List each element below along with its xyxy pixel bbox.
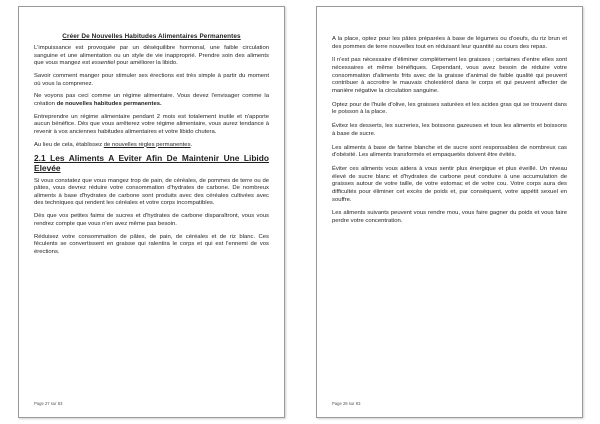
page-right-content — [332, 36, 567, 232]
paragraph: Les aliments suivants peuvent vous rendre mou, vous faire gagner du poids et vous faire perdre votre concentration. — [332, 210, 567, 225]
paragraph: Optez pour de l'huile d'olive, les graisses saturées et les acides gras qui se trouvent dans le poisson à la place. — [332, 101, 567, 116]
paragraph: Entreprendre un régime alimentaire pendant 2 mois est totalement inutile et n'apporte aucun bénéfice. Dès que vous arrêterez votre régime alimentaire, vous aurez tendance à revenir à vos anciennes habitudes alimentaires et votre libido chutera. — [34, 113, 269, 135]
paragraph: Dès que vos petites faims de sucres et d'hydrates de carbone disparaîtront, vous vous rendrez compte que vous n'en avez même pas besoin. — [34, 213, 269, 227]
paragraph: Au lieu de cela, établissez de nouvelles règles permanentes. — [34, 141, 193, 148]
paragraph: Si vous constatez que vous mangez trop de pain, de céréales, de pommes de terre ou de pâtes, vous devrez réduire votre consommation d'hydrates de carbone. De nombreux aliments à base d'hydrates de carbone sont produits avec des céréales cultivées avec des techniques qui rendent les céréales et votre corps incompatibles. — [34, 177, 269, 207]
section-heading: 2.1 Les Aliments A Eviter Afin De Maintenir Une Libido Elevée — [34, 153, 269, 174]
paragraph: Ne voyons pas ceci comme un régime alimentaire. Vous devez l'envisager comme la création de nouvelles habitudes permanentes. — [34, 93, 269, 107]
page-left-content — [34, 33, 269, 262]
page-number: Page 28 sur 83 — [332, 401, 361, 406]
paragraph: L'impuissance est provoquée par un déséquilibre hormonal, une faible circulation sanguine et une alimentation ou un style de vie inapproprié. Prendre soin des aliments que vous mangez est essentiel pour améliorer la libido. — [34, 45, 269, 67]
paragraph: Réduisez votre consommation de pâtes, de pain, de céréales et de riz blanc. Ces féculents se convertissent en graisse qui ralentira le corps et qui est l'ennemi de vos érections. — [34, 233, 269, 255]
bold-text: de nouvelles habitudes permanentes. — [56, 100, 162, 107]
paragraph: Les aliments à base de farine blanche et de sucre sont responsables de nombreux cas d'obésité. Les aliments transformés et empaquetés doivent être évités. — [332, 144, 567, 159]
paragraph: Éviter ces aliments vous aidera à vous sentir plus énergique et plus éveillé. Un niveau élevé de sucre blanc et d'hydrates de carbone peut conduire à une accumulation de graisses autour de votre taille, de votre estomac et de votre cou. Votre corps aura des difficultés pour éliminer cet excès de poids et, par conséquent, votre appétit sexuel en souffre. — [332, 166, 567, 203]
paragraph: A la place, optez pour les pâtes préparées à base de légumes ou d'oeufs, du riz brun et des pommes de terre nouvelles tout en réduisant leur quantité au cours des repas. — [332, 36, 567, 50]
paragraph: Savoir comment manger pour stimuler ses érections est très simple à partir du moment où vous la comprenez. — [34, 72, 269, 87]
page-right — [316, 6, 583, 418]
emphasis-text: essentiel — [91, 60, 115, 67]
underlined-text: de nouvelles règles permanentes — [103, 141, 191, 148]
page-number: Page 27 sur 83 — [34, 401, 63, 406]
page-title: Créer De Nouvelles Habitudes Alimentaires Permanentes — [62, 33, 241, 40]
page-left — [18, 6, 285, 418]
paragraph: Il n'est pas nécessaire d'éliminer complètement les graisses ; certaines d'entre elles sont nécessaires et même bénéfiques. Cependant, vous avez besoin de réduire votre consommation d'aliments frits avec de la graisse d'animal de faible qualité qui peuvent contribuer à accroitre le mauvais cholestérol dans le corps et qui peuvent affecter de manière négative la circulation sanguine. — [332, 57, 567, 94]
paragraph: Évitez les desserts, les sucreries, les boissons gazeuses et tous les aliments et boissons à base de sucre. — [332, 123, 567, 137]
